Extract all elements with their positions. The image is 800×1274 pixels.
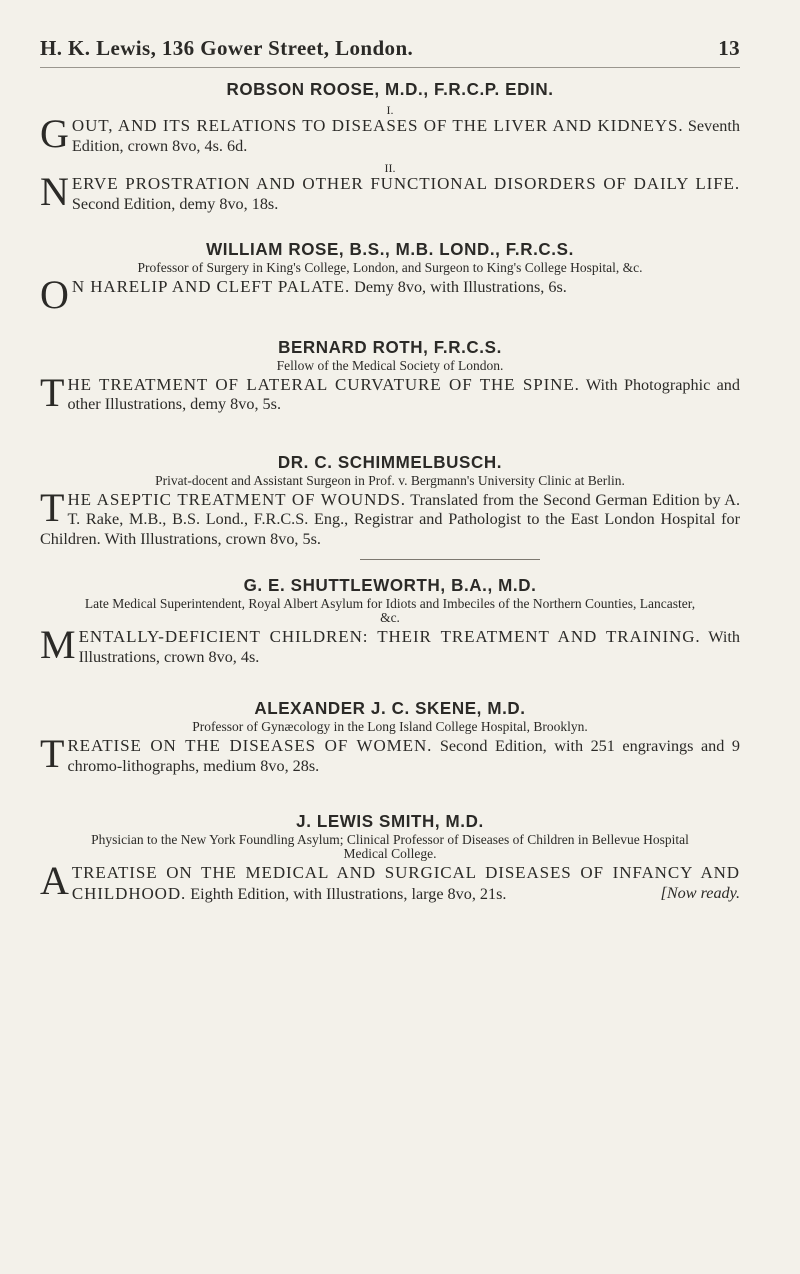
entry-lewis-smith [40,812,740,904]
entry-schimmelbusch [40,453,740,561]
author-affiliation: Fellow of the Medical Society of London. [276,357,504,373]
drop-cap: O [40,272,69,317]
book-details: Second Edition, with 251 engravings and 9 chromo-lithographs, medium 8vo, 28s. [67,737,740,775]
book-title: N HARELIP AND CLEFT PALATE. [71,277,351,296]
author-name: BERNARD ROTH, F.R.C.S. [278,337,502,357]
book-title: OUT, AND ITS RELATIONS TO DISEASES OF THE LIVER AND KIDNEYS. [71,116,684,135]
page-number: 13 [718,36,740,60]
running-header [40,36,740,68]
drop-cap: T [40,731,65,776]
book-title: HE TREATMENT OF LATERAL CURVATURE OF THE SPINE. [67,374,580,394]
book-title: REATISE ON THE DISEASES OF WOMEN. [67,736,433,755]
book-numeral: II. [384,161,396,175]
author-affiliation: Physician to the New York Foundling Asylum; Clinical Professor of Diseases of Children in Bellevue Hospital Medical College. [91,832,689,861]
author-affiliation: Professor of Surgery in King's College, London, and Surgeon to King's College Hospital, &c. [137,260,643,275]
entry-william-rose [40,239,740,317]
availability-note: [Now ready. [660,883,740,902]
drop-cap: T [40,484,65,530]
drop-cap: G [40,111,69,156]
author-name: ROBSON ROOSE, M.D., F.R.C.P. EDIN. [226,79,554,100]
drop-cap: N [40,169,69,214]
book-title: ENTALLY-DEFICIENT CHILDREN: THEIR TREATMENT AND TRAINING. [78,627,701,646]
book-entry [40,272,740,317]
author-name: G. E. SHUTTLEWORTH, B.A., M.D. [243,575,537,596]
book-details: Demy 8vo, with Illustrations, 6s. [350,278,567,296]
entry-bernard-roth [40,338,740,415]
book-title: HE ASEPTIC TREATMENT OF WOUNDS. [67,489,406,509]
author-name: DR. C. SCHIMMELBUSCH. [277,452,503,472]
book-numeral: I. [386,103,394,117]
book-entry [40,111,740,156]
section-rule [360,559,540,560]
author-name: J. LEWIS SMITH, M.D. [296,811,484,832]
book-entry [40,169,740,214]
publisher-line: H. K. Lewis, 136 Gower Street, London. [40,36,414,60]
book-details: Seventh Edition, crown 8vo, 4s. 6d. [71,117,740,155]
book-entry [40,622,740,667]
book-title: TREATISE ON THE MEDICAL AND SURGICAL DISEASES OF INFANCY AND CHILDHOOD. [71,863,740,903]
entry-skene [40,699,740,776]
book-details: Eighth Edition, with Illustrations, large 8vo, 21s. [186,884,507,903]
book-title: ERVE PROSTRATION AND OTHER FUNCTIONAL DISORDERS OF DAILY LIFE. [71,174,740,193]
drop-cap: M [40,622,76,667]
book-details: With Photographic and other Illustrations, demy 8vo, 5s. [67,375,740,413]
entry-robson-roose [40,80,740,214]
drop-cap: A [40,858,69,903]
page [40,36,740,904]
book-entry [40,731,740,776]
book-details: Translated from the Second German Edition by A. T. Rake, M.B., B.S. Lond., F.R.C.S. Eng., Registrar and Pathologist to the East London Hospital for Children. With Illustrations, crown 8vo, 5s. [40,490,740,548]
book-entry [40,858,740,904]
author-affiliation: Late Medical Superintendent, Royal Albert Asylum for Idiots and Imbeciles of the Northern Counties, Lancaster, &c. [84,596,696,625]
drop-cap: T [40,369,65,415]
author-affiliation: Privat-docent and Assistant Surgeon in Prof. v. Bergmann's University Clinic at Berlin. [155,472,625,488]
entry-shuttleworth [40,576,740,667]
author-affiliation: Professor of Gynæcology in the Long Island College Hospital, Brooklyn. [192,719,588,734]
book-details: With Illustrations, crown 8vo, 4s. [78,628,740,666]
author-name: ALEXANDER J. C. SKENE, M.D. [254,698,526,719]
book-entry [40,484,740,550]
author-name: WILLIAM ROSE, B.S., M.B. LOND., F.R.C.S. [206,239,574,260]
book-entry [40,369,740,415]
book-details: Second Edition, demy 8vo, 18s. [71,194,279,213]
